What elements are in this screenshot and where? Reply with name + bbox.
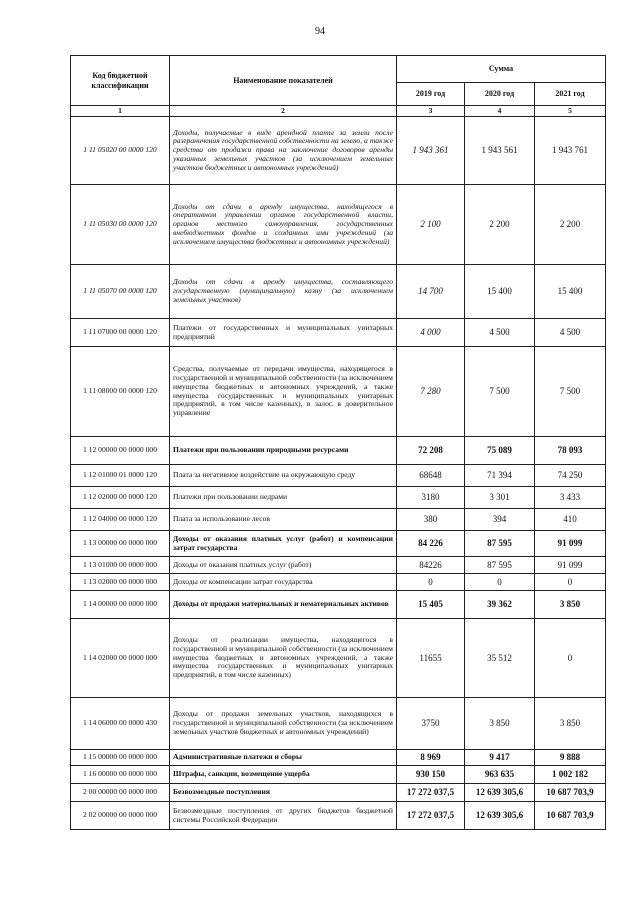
row-value-2019: 3180 [397, 487, 465, 509]
row-value-2020: 15 400 [465, 265, 535, 319]
row-value-2019: 14 700 [397, 265, 465, 319]
row-code: 2 02 00000 00 0000 000 [71, 802, 170, 830]
table-row [71, 185, 606, 265]
row-value-2021: 10 687 703,9 [535, 802, 606, 830]
row-value-2021: 3 850 [535, 698, 606, 750]
header-year-2020: 2020 год [465, 83, 535, 106]
row-value-2020: 1 943 561 [465, 117, 535, 185]
row-value-2021: 9 888 [535, 750, 606, 766]
table-row [71, 531, 606, 557]
table-row [71, 750, 606, 766]
row-value-2021: 410 [535, 509, 606, 531]
row-name: Плата за негативное воздействие на окружающую среду [170, 465, 397, 487]
row-value-2020: 71 394 [465, 465, 535, 487]
row-value-2019: 0 [397, 574, 465, 591]
row-value-2019: 8 969 [397, 750, 465, 766]
row-code: 1 11 08000 00 0000 120 [71, 347, 170, 437]
col-number: 4 [465, 106, 535, 117]
table-row [71, 784, 606, 802]
table-row [71, 347, 606, 437]
row-value-2019: 84 226 [397, 531, 465, 557]
row-value-2020: 3 850 [465, 698, 535, 750]
row-name: Доходы от продажи земельных участков, находящихся в государственной и муниципальной собственности (за исключением земельных участков бюджетных и автономных учреждений) [170, 698, 397, 750]
table-row [71, 591, 606, 619]
row-value-2020: 87 595 [465, 557, 535, 574]
header-name: Наименование показателей [170, 56, 397, 106]
row-code: 1 13 01000 00 0000 000 [71, 557, 170, 574]
row-value-2020: 75 089 [465, 437, 535, 465]
row-value-2019: 930 150 [397, 766, 465, 784]
row-value-2019: 15 405 [397, 591, 465, 619]
row-name: Административные платежи и сборы [170, 750, 397, 766]
col-number: 3 [397, 106, 465, 117]
row-value-2021: 0 [535, 574, 606, 591]
row-value-2021: 2 200 [535, 185, 606, 265]
row-code: 1 11 05070 00 0000 120 [71, 265, 170, 319]
table-row [71, 509, 606, 531]
row-value-2021: 1 002 182 [535, 766, 606, 784]
row-value-2019: 7 280 [397, 347, 465, 437]
table-row [71, 117, 606, 185]
row-value-2019: 72 208 [397, 437, 465, 465]
page-number: 94 [315, 26, 325, 37]
row-value-2020: 0 [465, 574, 535, 591]
row-name: Доходы от сдачи в аренду имущества, составляющего государственную (муниципальную) казну (за исключением земельных участков) [170, 265, 397, 319]
row-code: 1 16 00000 00 0000 000 [71, 766, 170, 784]
row-code: 1 13 00000 00 0000 000 [71, 531, 170, 557]
row-value-2020: 394 [465, 509, 535, 531]
row-name: Платежи при пользовании недрами [170, 487, 397, 509]
row-code: 1 12 00000 00 0000 000 [71, 437, 170, 465]
row-value-2019: 17 272 037,5 [397, 802, 465, 830]
row-name: Доходы от реализации имущества, находящегося в государственной и муниципальной собственности (за исключением имущества бюджетных и автономных учреждений, а также имущества государственных и муниципальных унитарных предприятий, в том числе казенных) [170, 619, 397, 698]
row-value-2020: 39 362 [465, 591, 535, 619]
row-value-2021: 4 500 [535, 319, 606, 347]
row-name: Доходы, получаемые в виде арендной платы за земли после разграничения государственной собственности на землю, а также средства от продажи права на заключение договоров аренды указанных земельных участков (за исключением земельных участков бюджетных и автономных учреждений) [170, 117, 397, 185]
col-number: 1 [71, 106, 170, 117]
row-name: Штрафы, санкции, возмещение ущерба [170, 766, 397, 784]
row-code: 1 11 07000 00 0000 120 [71, 319, 170, 347]
header-year-2021: 2021 год [535, 83, 606, 106]
row-code: 1 11 05030 00 0000 120 [71, 185, 170, 265]
row-value-2019: 1 943 361 [397, 117, 465, 185]
row-value-2020: 87 595 [465, 531, 535, 557]
row-value-2019: 17 272 037,5 [397, 784, 465, 802]
row-value-2021: 15 400 [535, 265, 606, 319]
row-value-2019: 3750 [397, 698, 465, 750]
row-value-2019: 11655 [397, 619, 465, 698]
row-value-2020: 12 639 305,6 [465, 784, 535, 802]
row-value-2021: 3 850 [535, 591, 606, 619]
row-name: Доходы от сдачи в аренду имущества, находящегося в оперативном управлении органов государственной власти, органов местного самоуправления, государственных внебюджетных фондов и созданных ими учреждений (за исключением имущества бюджетных и автономных учреждений) [170, 185, 397, 265]
row-value-2020: 7 500 [465, 347, 535, 437]
row-code: 1 15 00000 00 0000 000 [71, 750, 170, 766]
table-row [71, 802, 606, 830]
row-name: Безвозмездные поступления от других бюджетов бюджетной системы Российской Федерации [170, 802, 397, 830]
table-row [71, 465, 606, 487]
row-value-2020: 2 200 [465, 185, 535, 265]
table-row [71, 619, 606, 698]
row-value-2019: 4 000 [397, 319, 465, 347]
row-value-2020: 3 301 [465, 487, 535, 509]
table-row [71, 698, 606, 750]
header-year-2019: 2019 год [397, 83, 465, 106]
table-row [71, 574, 606, 591]
row-name: Безвозмездные поступления [170, 784, 397, 802]
col-number: 5 [535, 106, 606, 117]
row-code: 1 11 05020 00 0000 120 [71, 117, 170, 185]
row-value-2021: 7 500 [535, 347, 606, 437]
row-value-2019: 84226 [397, 557, 465, 574]
row-value-2019: 380 [397, 509, 465, 531]
row-value-2019: 68648 [397, 465, 465, 487]
header-sum: Сумма [397, 56, 606, 83]
row-value-2020: 35 512 [465, 619, 535, 698]
row-code: 1 14 06000 00 0000 430 [71, 698, 170, 750]
table-row [71, 557, 606, 574]
row-value-2021: 0 [535, 619, 606, 698]
row-value-2021: 3 433 [535, 487, 606, 509]
row-name: Доходы от оказания платных услуг (работ) [170, 557, 397, 574]
row-value-2020: 963 635 [465, 766, 535, 784]
row-name: Доходы от оказания платных услуг (работ) и компенсации затрат государства [170, 531, 397, 557]
row-name: Средства, получаемые от передачи имущества, находящегося в государственной и муниципальной собственности (за исключением имущества бюджетных и автономных учреждений, а также имущества государственных и муниципальных унитарных предприятий, в том числе казенных), в залог, в доверительное управление [170, 347, 397, 437]
table-row [71, 766, 606, 784]
row-value-2021: 1 943 761 [535, 117, 606, 185]
row-value-2021: 91 099 [535, 531, 606, 557]
row-value-2019: 2 100 [397, 185, 465, 265]
row-value-2021: 10 687 703,9 [535, 784, 606, 802]
row-name: Доходы от продажи материальных и нематериальных активов [170, 591, 397, 619]
row-code: 1 12 02000 00 0000 120 [71, 487, 170, 509]
row-code: 1 13 02000 00 0000 000 [71, 574, 170, 591]
table-row [71, 437, 606, 465]
table-row [71, 265, 606, 319]
row-name: Доходы от компенсации затрат государства [170, 574, 397, 591]
row-value-2021: 74 250 [535, 465, 606, 487]
row-value-2020: 4 500 [465, 319, 535, 347]
col-number: 2 [170, 106, 397, 117]
header-code: Код бюджетной классификации [71, 56, 170, 106]
row-name: Плата за использование лесов [170, 509, 397, 531]
budget-table [70, 55, 606, 830]
row-name: Платежи при пользовании природными ресурсами [170, 437, 397, 465]
table-row [71, 487, 606, 509]
row-code: 1 12 04000 00 0000 120 [71, 509, 170, 531]
row-code: 1 14 00000 00 0000 000 [71, 591, 170, 619]
row-code: 2 00 00000 00 0000 000 [71, 784, 170, 802]
row-value-2020: 12 639 305,6 [465, 802, 535, 830]
row-value-2021: 78 093 [535, 437, 606, 465]
row-value-2021: 91 099 [535, 557, 606, 574]
row-value-2020: 9 417 [465, 750, 535, 766]
row-code: 1 14 02000 00 0000 000 [71, 619, 170, 698]
row-name: Платежи от государственных и муниципальных унитарных предприятий [170, 319, 397, 347]
row-code: 1 12 01000 01 0000 120 [71, 465, 170, 487]
table-row [71, 319, 606, 347]
